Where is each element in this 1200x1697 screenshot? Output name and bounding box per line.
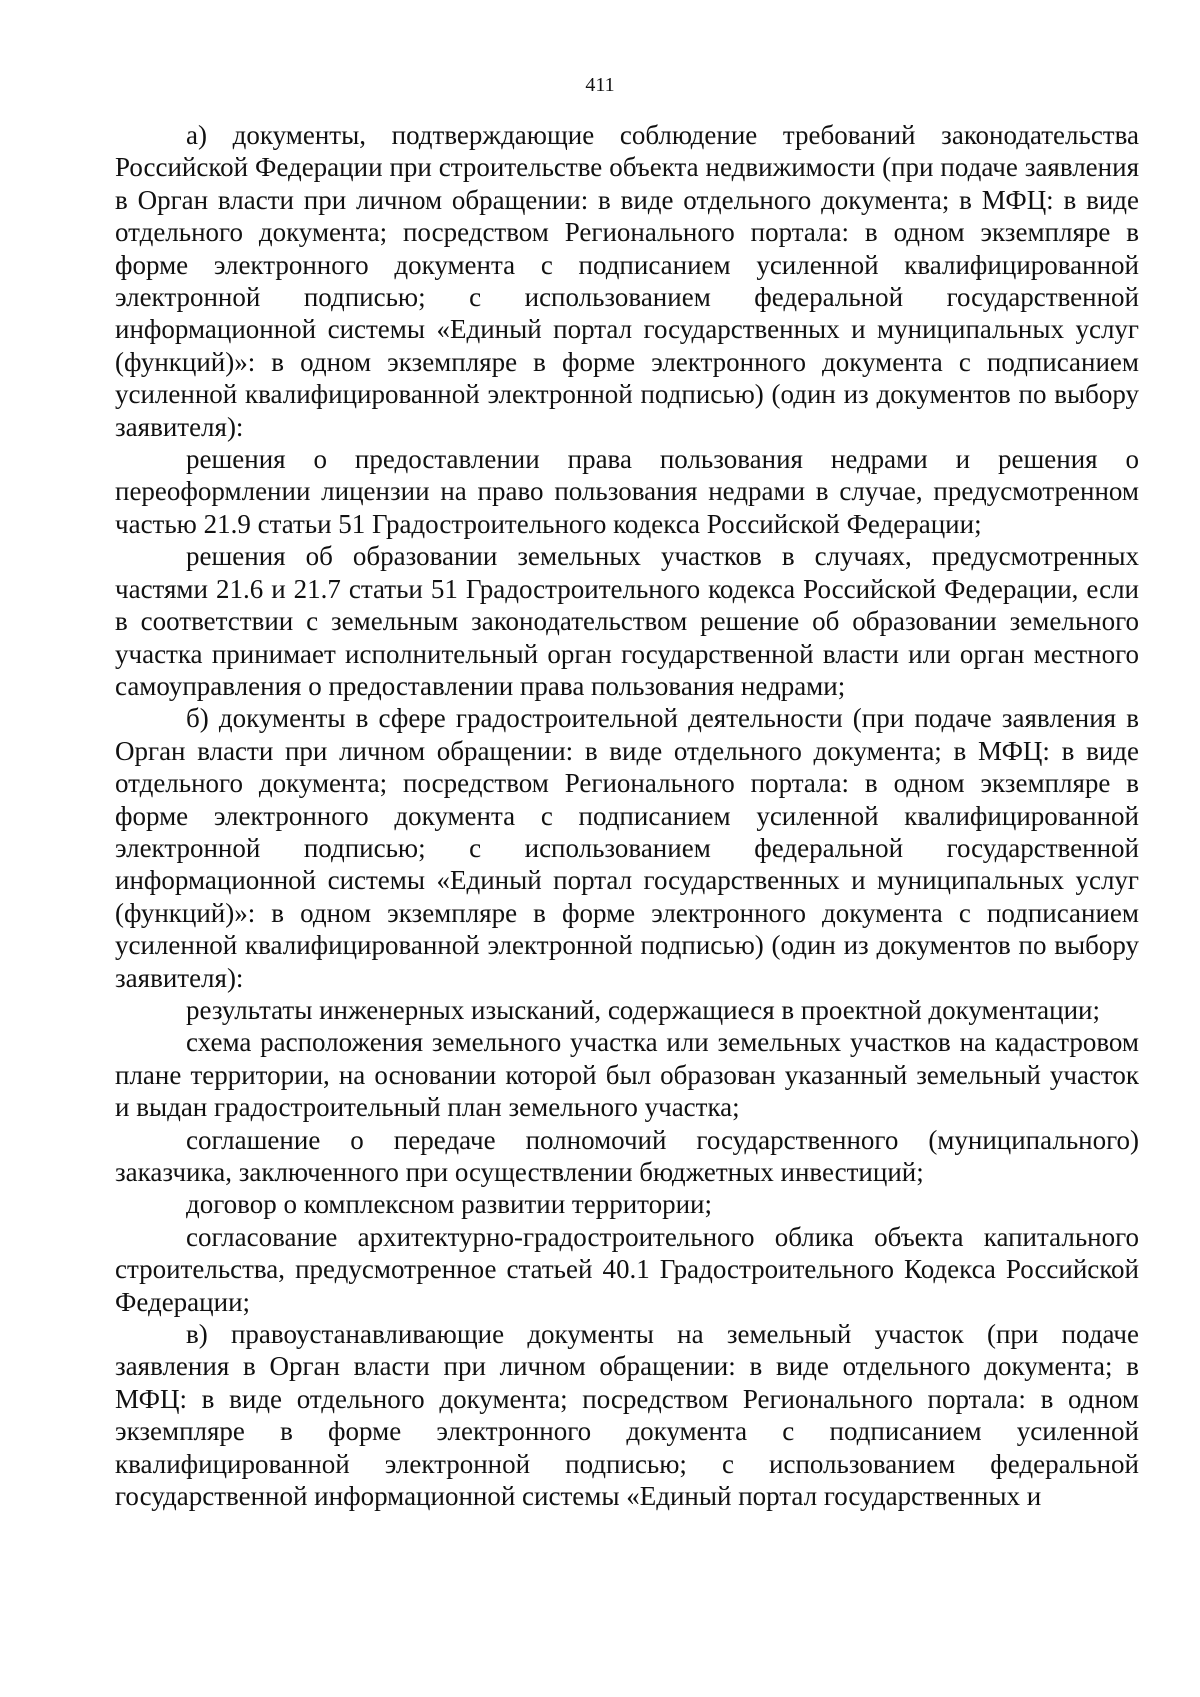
paragraph-territory-development-contract: договор о комплексном развитии территории; bbox=[186, 1189, 712, 1220]
paragraph-engineering-survey-results: результаты инженерных изысканий, содержащиеся в проектной документации; bbox=[186, 994, 1101, 1025]
paragraph-subsoil-use-decisions: решения о предоставлении права пользования недрами и решения о переоформлении лицензии на право пользования недрами в случае, предусмотренном частью 21.9 статьи 51 Градостроительного кодекса Российской Федерации; bbox=[115, 444, 1139, 539]
page-number: 411 bbox=[585, 74, 615, 96]
paragraph-land-plot-formation-decisions: решения об образовании земельных участков в случаях, предусмотренных частями 21.6 и 21.7 статьи 51 Градостроительного кодекса Российской Федерации, если в соответствии с земельным законодательством решение об образовании земельного участка принимает исполнительный орган государственной власти или орган местного самоуправления о предоставлении права пользования недрами; bbox=[115, 541, 1139, 701]
paragraph-a-documents-compliance: а) документы, подтверждающие соблюдение требований законодательства Российской Федерации при строительстве объекта недвижимости (при подаче заявления в Орган власти при личном обращении: в виде отдельного документа; в МФЦ: в виде отдельного документа; посредством Регионального портала: в одном экземпляре в форме электронного документа с подписанием усиленной квалифицированной электронной подписью; с использованием федеральной государственной информационной системы «Единый портал государственных и муниципальных услуг (функций)»: в одном экземпляре в форме электронного документа с подписанием усиленной квалифицированной электронной подписью) (один из документов по выбору заявителя): bbox=[115, 120, 1139, 442]
paragraph-b-urban-planning-documents: б) документы в сфере градостроительной деятельности (при подаче заявления в Орган власти при личном обращении: в виде отдельного документа; в МФЦ: в виде отдельного документа; посредством Регионального портала: в одном экземпляре в форме электронного документа с подписанием усиленной квалифицированной электронной подписью; с использованием федеральной государственной информационной системы «Единый портал государственных и муниципальных услуг (функций)»: в одном экземпляре в форме электронного документа с подписанием усиленной квалифицированной электронной подписью) (один из документов по выбору заявителя): bbox=[115, 703, 1139, 993]
paragraph-land-plot-layout-scheme: схема расположения земельного участка или земельных участков на кадастровом плане территории, на основании которой был образован указанный земельный участок и выдан градостроительный план земельного участка; bbox=[115, 1027, 1139, 1123]
paragraph-c-title-documents: в) правоустанавливающие документы на земельный участок (при подаче заявления в Орган власти при личном обращении: в виде отдельного документа; в МФЦ: в виде отдельного документа; посредством Регионального портала: в одном экземпляре в форме электронного документа с подписанием усиленной квалифицированной электронной подписью; с использованием федеральной государственной информационной системы «Единый портал государственных и bbox=[115, 1319, 1139, 1512]
paragraph-delegation-agreement: соглашение о передаче полномочий государственного (муниципального) заказчика, заключенного при осуществлении бюджетных инвестиций; bbox=[115, 1124, 1139, 1187]
paragraph-architectural-approval: согласование архитектурно-градостроительного облика объекта капитального строительства, предусмотренное статьей 40.1 Градостроительного Кодекса Российской Федерации; bbox=[115, 1221, 1139, 1317]
document-body bbox=[115, 119, 1139, 1512]
